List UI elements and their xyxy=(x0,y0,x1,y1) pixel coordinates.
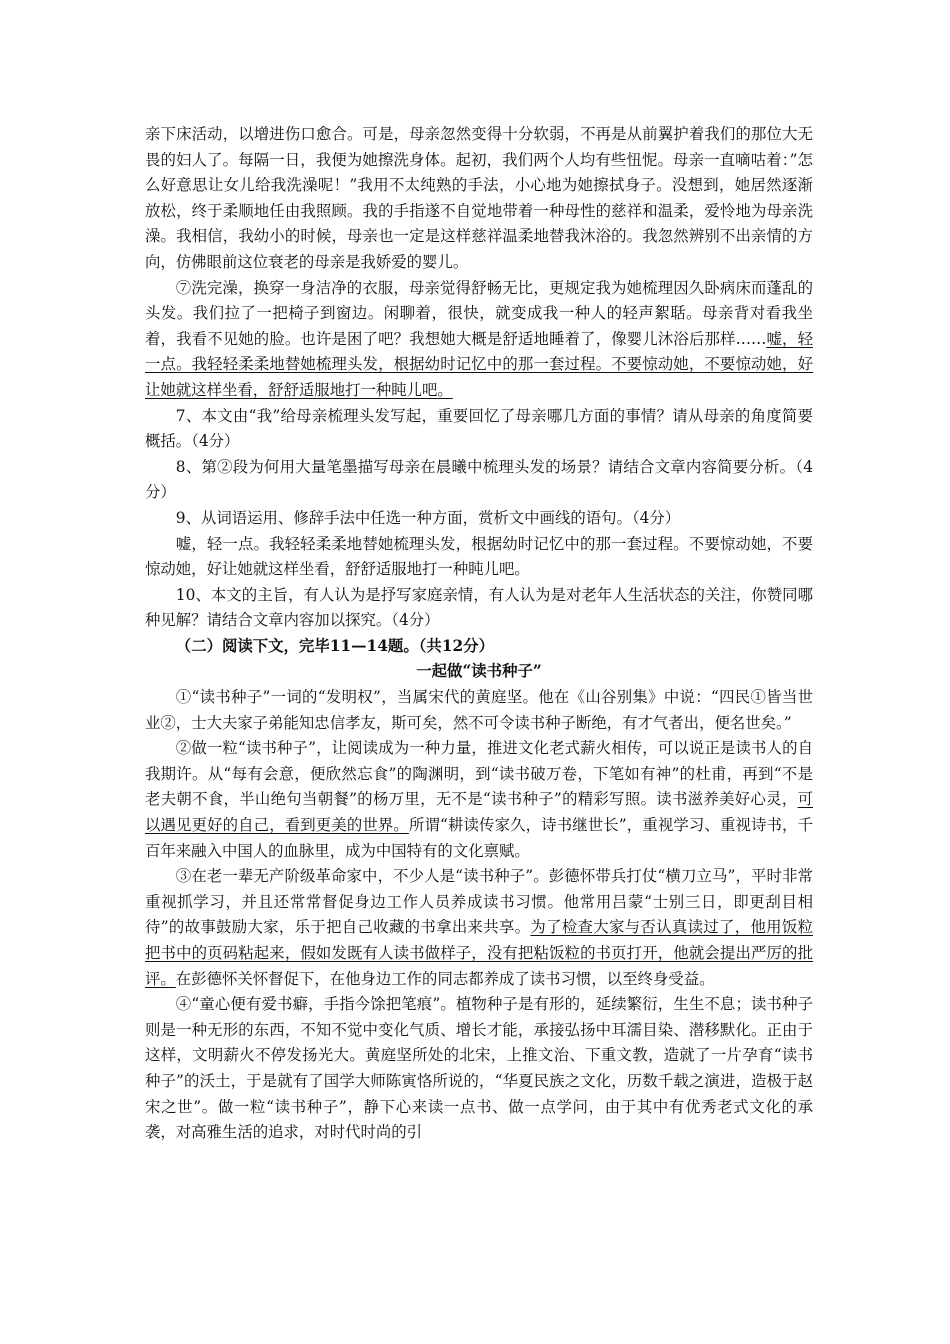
article-paragraph-2-text: ②做一粒“读书种子”，让阅读成为一种力量，推进文化老式薪火相传，可以说正是读书人的自我期许。从“每有会意，便欣然忘食”的陶渊明，到“读书破万卷，下笔如有神”的杜甫，再到“不是老夫朝不食，半山绝句当朝餐”的杨万里，无不是“读书种子”的精彩写照。读书滋养美好心灵， xyxy=(145,739,813,809)
article-paragraph-3 xyxy=(145,864,813,992)
question-9: 9、从词语运用、修辞手法中任选一种方面，赏析文中画线的语句。（4分） xyxy=(175,508,681,527)
underlined-sentence-3: 为了检查大家与否认真读过了，他用饭粒把书中的页码粘起来，假如发既有人读书做样子，没有把粘饭粒的书页打开，他就会提出严厉的批评。 xyxy=(145,918,813,988)
article-paragraph-4: ④“童心便有爱书癖，手指今馀把笔痕”。植物种子是有形的，延续繁衍，生生不息；读书种子则是一种无形的东西，不知不觉中变化气质、增长才能，承接弘扬中耳濡目染、潜移默化。正由于这样，文明薪火不停发扬光大。黄庭坚所处的北宋，上推文治、下重文教，造就了一片孕育“读书种子”的沃土，于是就有了国学大师陈寅恪所说的，“华夏民族之文化，历数千载之演进，造极于赵宋之世”。做一粒“读书种子”，静下心来读一点书、做一点学问，由于其中有优秀老式文化的承袭，对高雅生活的追求，对时代时尚的引 xyxy=(145,995,813,1142)
article-paragraph-3-text: ③在老一辈无产阶级革命家中，不少人是“读书种子”。彭德怀带兵打仗“横刀立马”，平时非常重视抓学习，并且还常常督促身边工作人员养成读书习惯。他常用吕蒙“士别三日，即更刮目相待”的故事鼓励大家，乐于把自己收藏的书拿出来共享。 xyxy=(145,867,813,937)
question-10: 10、本文的主旨，有人认为是抒写家庭亲情，有人认为是对老年人生活状态的关注，你赞同哪种见解？请结合文章内容加以探究。（4分） xyxy=(145,585,813,630)
paragraph-7 xyxy=(145,276,813,404)
article-paragraph-3-rest: 在彭德怀关怀督促下，在他身边工作的同志都养成了读书习惯，以至终身受益。 xyxy=(175,969,715,988)
question-7: 7、本文由“我”给母亲梳理头发写起，重要回忆了母亲哪几方面的事情？请从母亲的角度简要概括。（4分） xyxy=(145,406,813,451)
article-paragraph-1: ①“读书种子”一词的“发明权”，当属宋代的黄庭坚。他在《山谷别集》中说：“四民①皆当世业②，士大夫家子弟能知忠信孝友，斯可矣，然不可令读书种子断绝，有才气者出，便名世矣。” xyxy=(145,688,813,732)
underlined-sentence-2: 可以遇见更好的自己，看到更美的世界。 xyxy=(145,790,813,835)
paragraph-6-continued: 亲下床活动，以增进伤口愈合。可是，母亲忽然变得十分软弱，不再是从前翼护着我们的那位大无畏的妇人了。每隔一日，我便为她擦洗身体。起初，我们两个人均有些忸怩。母亲一直嘀咕着：”怎么好意思让女儿给我洗澡呢！”我用不太纯熟的手法，小心地为她擦拭身子。没想到，她居然逐渐放松，终于柔顺地任由我照顾。我的手指遂不自觉地带着一种母性的慈祥和温柔，爱怜地为母亲洗澡。我相信，我幼小的时候，母亲也一定是这样慈祥温柔地替我沐浴的。我忽然辨别不出亲情的方向，仿佛眼前这位衰老的母亲是我娇爱的婴儿。 xyxy=(145,125,813,271)
question-9-quote: 嘘，轻一点。我轻轻柔柔地替她梳理头发，根据幼时记忆中的那一套过程。不要惊动她，不要惊动她，好让她就这样坐看，舒舒适服地打一种盹儿吧。 xyxy=(145,534,813,579)
section-2-heading: （二）阅读下文，完毕11—14题。（共12分） xyxy=(175,636,494,655)
article-title: 一起做“读书种子” xyxy=(416,662,542,681)
article-paragraph-2-rest: 所谓“耕读传家久，诗书继世长”，重视学习、重视诗书，千百年来融入中国人的血脉里，成为中国特有的文化禀赋。 xyxy=(145,816,813,860)
document-body xyxy=(145,122,813,1146)
underlined-sentence-1: 嘘，轻一点。我轻轻柔柔地替她梳理头发，根据幼时记忆中的那一套过程。不要惊动她，不要惊动她，好让她就这样坐看，舒舒适服地打一种盹儿吧。 xyxy=(145,329,813,399)
article-paragraph-2 xyxy=(145,736,813,864)
paragraph-7-text: ⑦洗完澡，换穿一身洁净的衣服，母亲觉得舒畅无比，更规定我为她梳理因久卧病床而蓬乱的头发。我们拉了一把椅子到窗边。闲聊着，很快，就变成我一种人的轻声絮聒。母亲背对看我坐着，我看不见她的脸。也许是困了吧？我想她大概是舒适地睡着了，像婴儿沐浴后那样…… xyxy=(145,278,813,348)
question-8: 8、第②段为何用大量笔墨描写母亲在晨曦中梳理头发的场景？请结合文章内容简要分析。（4分） xyxy=(145,457,813,502)
